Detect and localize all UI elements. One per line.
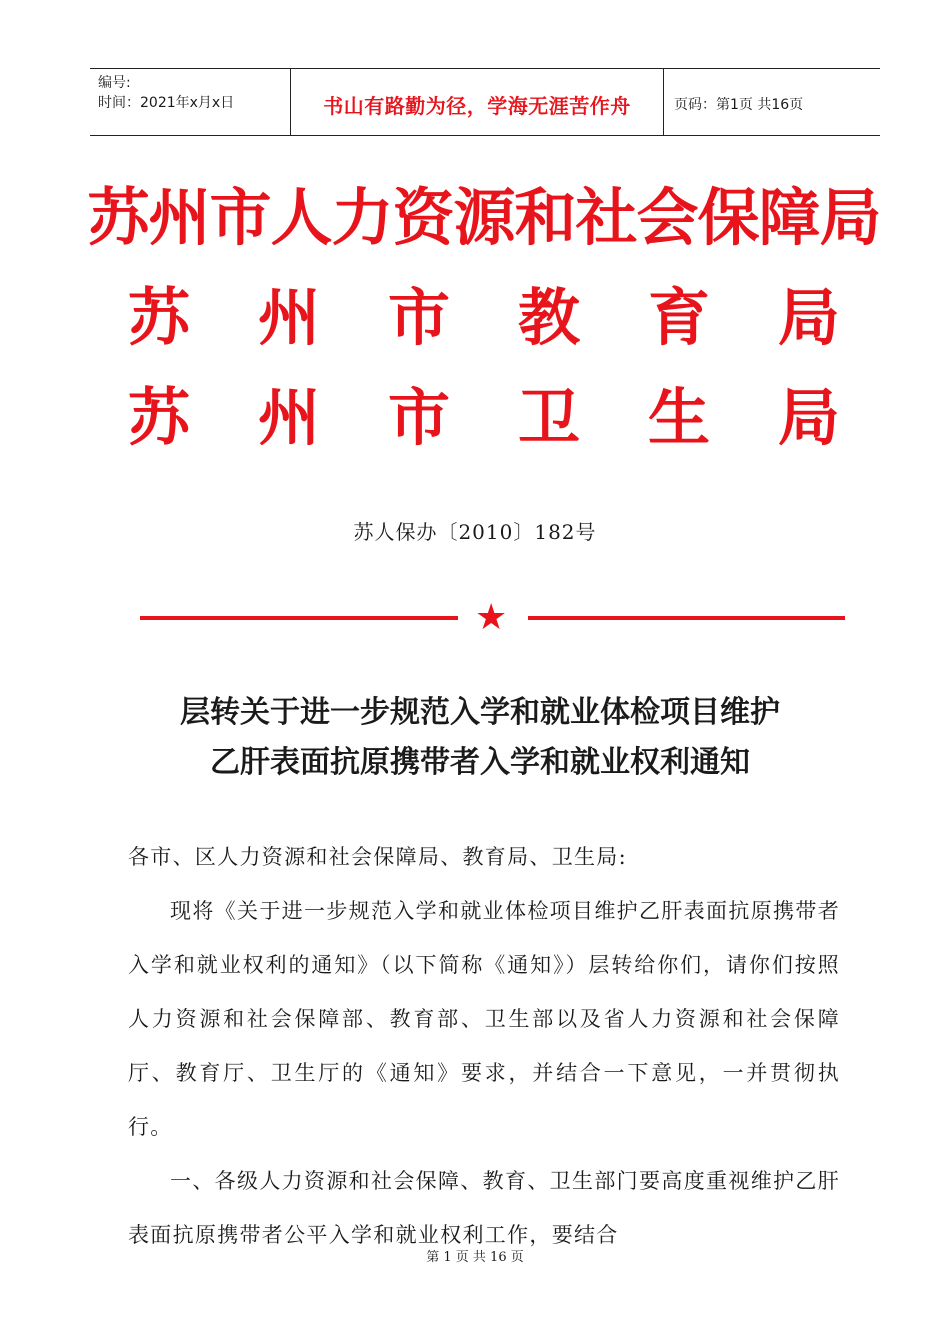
page-footer: 第 1 页 共 16 页: [426, 1250, 524, 1265]
authority-health-bureau: [128, 368, 840, 468]
issuing-authorities: [87, 168, 881, 468]
body-paragraph-2: 一、各级人力资源和社会保障、教育、卫生部门要高度重视维护乙肝表面抗原携带者公平入学和就业权利工作，要结合: [128, 1169, 840, 1247]
time-label: 时间：2021年x月x日: [98, 95, 235, 111]
authority-char: 州: [257, 381, 320, 454]
salutation: 各市、区人力资源和社会保障局、教育局、卫生局:: [128, 845, 627, 869]
document-header-table: [90, 68, 880, 136]
authority-char: 州: [257, 281, 320, 354]
authority-char: 卫: [517, 381, 580, 454]
authority-char: 教: [517, 281, 580, 354]
title-line-1: 层转关于进一步规范入学和就业体检项目维护: [180, 695, 780, 730]
authority-char: 苏: [128, 281, 191, 354]
serial-label: 编号:: [98, 75, 131, 91]
authority-char: 局: [777, 381, 840, 454]
header-motto-cell: [291, 69, 664, 135]
header-page-cell: [664, 69, 880, 135]
authority-char: 市: [387, 281, 450, 354]
authority-char: 苏: [128, 381, 191, 454]
motto-text: 书山有路勤为径，学海无涯苦作舟: [323, 93, 631, 118]
authority-char: 市: [387, 381, 450, 454]
divider-line-right: [528, 616, 845, 620]
title-line-2: 乙肝表面抗原携带者入学和就业权利通知: [210, 745, 750, 780]
page-info: 页码：第1页 共16页: [674, 97, 804, 113]
authority-char: 局: [777, 281, 840, 354]
header-meta-cell: [90, 69, 291, 135]
document-number: 苏人保办〔2010〕182号: [353, 520, 597, 544]
document-title: [120, 688, 840, 788]
authority-hrss-bureau: 苏州市人力资源和社会保障局: [87, 181, 881, 254]
red-divider: [140, 597, 845, 638]
authority-char: 育: [647, 281, 710, 354]
authority-education-bureau: [128, 268, 840, 368]
star-icon: ★: [475, 597, 508, 638]
body-paragraph-1: 现将《关于进一步规范入学和就业体检项目维护乙肝表面抗原携带者入学和就业权利的通知》（以下简称《通知》）层转给你们，请你们按照人力资源和社会保障部、教育部、卫生部以及省人力资源和社会保障厅、教育厅、卫生厅的《通知》要求，并结合一下意见，一并贯彻执行。: [128, 899, 840, 1139]
document-body: [128, 830, 840, 1262]
authority-char: 生: [647, 381, 710, 454]
divider-line-left: [140, 616, 458, 620]
